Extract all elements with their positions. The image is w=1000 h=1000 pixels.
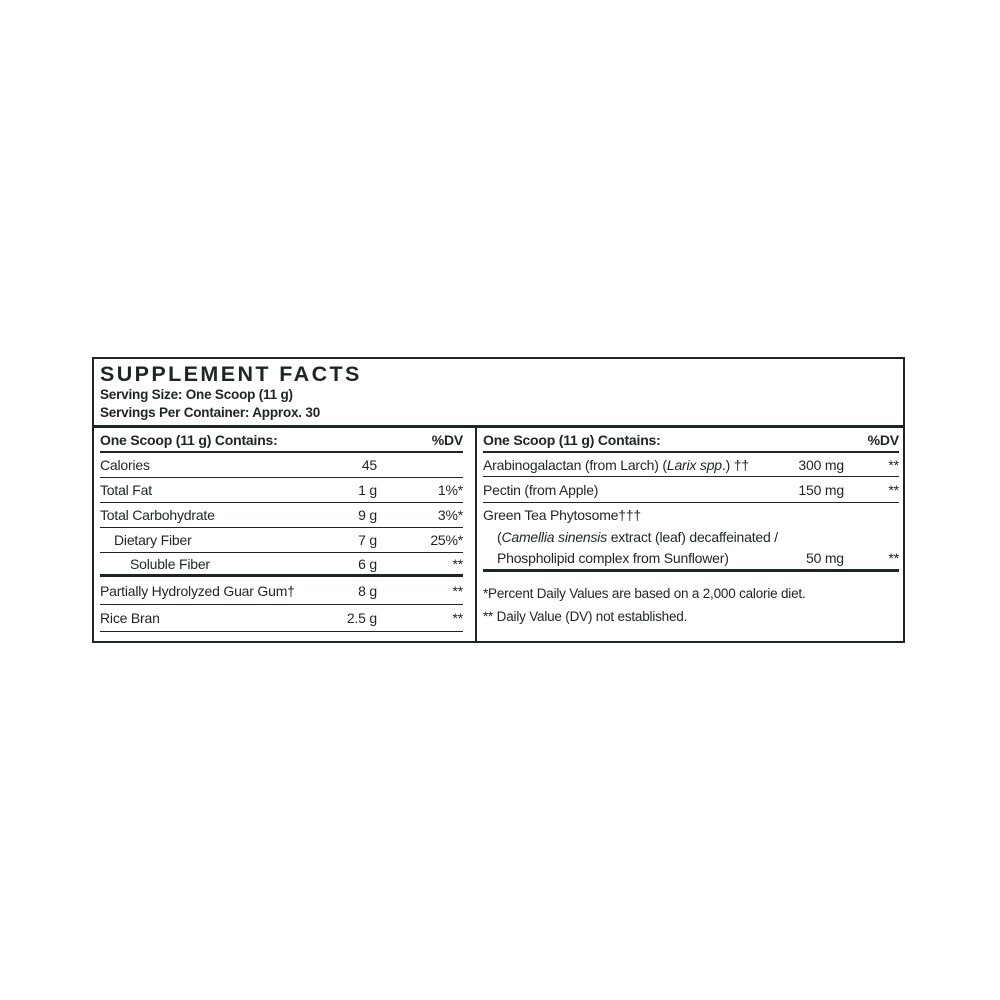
nutrient-amount: 6 g (358, 555, 377, 572)
footnotes (483, 582, 899, 628)
footnote-percent-dv: *Percent Daily Values are based on a 2,000 calorie diet. (483, 586, 806, 601)
right-contains-label: One Scoop (11 g) Contains: (483, 431, 661, 448)
green-tea-detail-line (483, 526, 899, 547)
nutrient-amount: 1 g (358, 482, 377, 498)
left-column (94, 428, 475, 641)
name-latin-italic: Larix spp (666, 456, 722, 473)
right-column (477, 428, 906, 641)
nutrient-dv: 25%* (430, 532, 463, 548)
nutrient-dv: ** (452, 610, 463, 626)
nutrient-name: Partially Hydrolyzed Guar Gum† (100, 582, 295, 599)
left-dv-header: %DV (431, 431, 463, 448)
table-row-total-fat (100, 478, 463, 503)
name-text: .) †† (721, 456, 749, 473)
nutrient-name: Pectin (from Apple) (483, 481, 599, 498)
table-row-arabinogalactan (483, 453, 899, 477)
nutrient-dv: ** (888, 481, 899, 498)
supplement-facts-panel (92, 357, 905, 643)
right-dv-header: %DV (867, 431, 899, 448)
nutrient-name: Total Carbohydrate (100, 507, 215, 523)
nutrient-dv: ** (888, 456, 899, 473)
detail-text: extract (leaf) decaffeinated / (607, 528, 778, 545)
right-column-header (483, 428, 899, 453)
nutrient-name: Total Fat (100, 482, 152, 498)
table-row-green-tea-phytosome (483, 503, 899, 572)
detail-latin-italic: Camellia sinensis (501, 528, 607, 545)
nutrient-dv: ** (452, 555, 463, 572)
nutrient-dv: 1%* (437, 482, 463, 498)
nutrient-amount: 7 g (358, 532, 377, 548)
detail-text: ( (497, 528, 502, 545)
nutrient-amount: 50 mg (805, 549, 844, 566)
footnote-dv-not-established: ** Daily Value (DV) not established. (483, 609, 688, 624)
nutrient-name: Calories (100, 457, 150, 473)
nutrient-name: Soluble Fiber (130, 555, 210, 572)
table-row-guar-gum (100, 577, 463, 605)
nutrient-dv: 3%* (437, 507, 463, 523)
nutrient-name (483, 457, 749, 473)
green-tea-amount-line (483, 547, 899, 568)
table-row-soluble-fiber (100, 553, 463, 577)
nutrient-name: Dietary Fiber (114, 532, 192, 548)
nutrient-amount: 150 mg (798, 481, 844, 498)
nutrient-amount: 300 mg (798, 456, 844, 473)
green-tea-name-line (483, 503, 899, 526)
table-row-total-carbohydrate (100, 503, 463, 528)
nutrient-detail (483, 529, 899, 545)
nutrient-dv: ** (888, 549, 899, 566)
serving-size-line: Serving Size: One Scoop (11 g) (100, 387, 293, 402)
nutrient-amount: 2.5 g (346, 610, 377, 626)
left-column-header (100, 428, 463, 453)
panel-title: SUPPLEMENT FACTS (100, 362, 362, 386)
nutrient-amount: 8 g (358, 582, 377, 599)
nutrient-detail: Phospholipid complex from Sunflower) (497, 549, 729, 566)
nutrient-name: Green Tea Phytosome††† (483, 506, 642, 523)
facts-columns (94, 428, 903, 641)
panel-header (94, 359, 903, 422)
nutrient-amount: 45 (361, 457, 377, 473)
nutrient-amount: 9 g (358, 507, 377, 523)
left-contains-label: One Scoop (11 g) Contains: (100, 431, 278, 448)
nutrient-dv: ** (452, 582, 463, 599)
name-text: Arabinogalactan (from Larch) ( (483, 456, 667, 473)
nutrient-name: Rice Bran (100, 610, 160, 626)
table-row-pectin (483, 477, 899, 503)
table-row-calories (100, 453, 463, 478)
servings-per-container-line: Servings Per Container: Approx. 30 (100, 405, 321, 420)
table-row-dietary-fiber (100, 528, 463, 553)
table-row-rice-bran (100, 605, 463, 632)
